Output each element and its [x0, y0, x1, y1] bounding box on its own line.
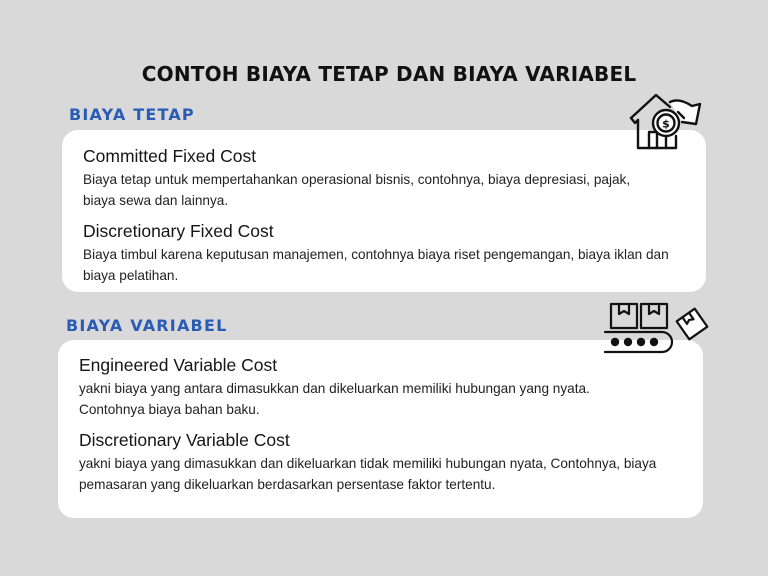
house-money-hand-icon: [626, 90, 704, 152]
item-description: Biaya tetap untuk mempertahankan operasional bisnis, contohnya, biaya depresiasi, pajak, biaya sewa dan lainnya.: [83, 172, 631, 208]
item-description: yakni biaya yang antara dimasukkan dan dikeluarkan memiliki hubungan yang nyata. Contohnya biaya bahan baku.: [79, 381, 590, 417]
list-item: [83, 221, 686, 286]
section-label-biaya-tetap: BIAYA TETAP: [69, 105, 195, 124]
list-item: [83, 146, 686, 211]
section-label-biaya-variabel: BIAYA VARIABEL: [66, 316, 228, 335]
item-description: yakni biaya yang dimasukkan dan dikeluarkan tidak memiliki hubungan nyata, Contohnya, biaya pemasaran yang dikeluarkan berdasarkan persentase faktor tertentu.: [79, 456, 657, 492]
card-biaya-tetap: [62, 130, 706, 292]
list-item: [79, 355, 683, 420]
page-title: CONTOH BIAYA TETAP DAN BIAYA VARIABEL: [141, 62, 637, 86]
conveyor-boxes-icon: [602, 300, 714, 356]
item-description: Biaya timbul karena keputusan manajemen, contohnya biaya riset pengemangan, biaya iklan dan biaya pelatihan.: [83, 247, 669, 283]
card-biaya-variabel: [58, 340, 703, 518]
list-item: [79, 430, 683, 495]
item-title: Discretionary Fixed Cost: [83, 221, 274, 241]
item-title: Engineered Variable Cost: [79, 355, 278, 375]
item-title: Committed Fixed Cost: [83, 146, 257, 166]
svg-text:$: $: [662, 117, 670, 131]
item-title: Discretionary Variable Cost: [79, 430, 290, 450]
